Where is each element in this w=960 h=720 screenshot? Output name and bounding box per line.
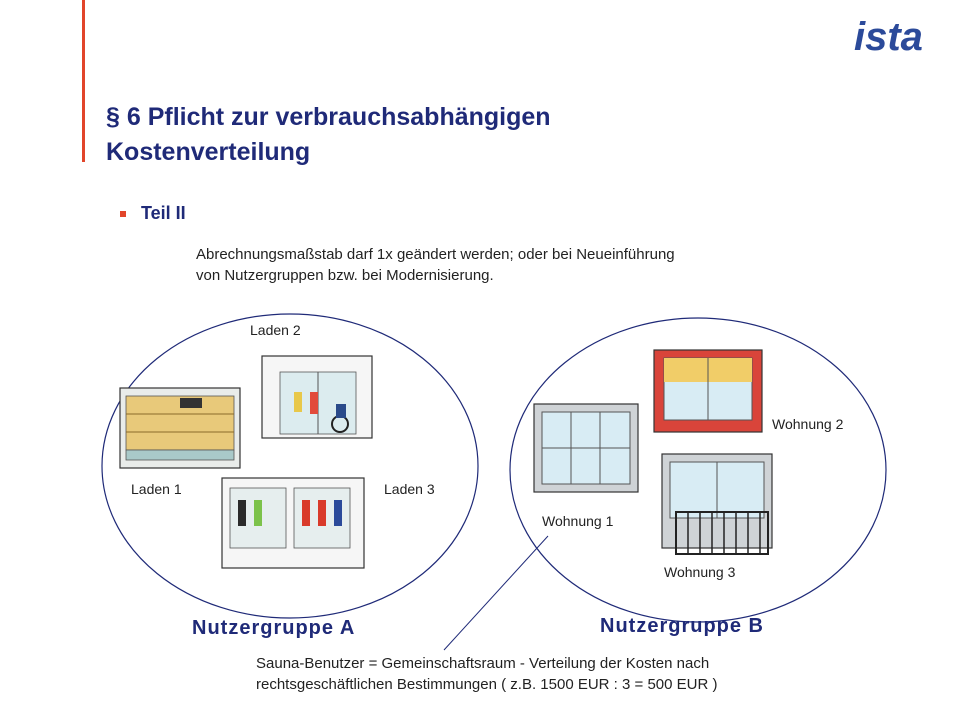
label-laden-2: Laden 2 [250,322,301,338]
section-description: Abrechnungsmaßstab darf 1x geändert werden; oder bei Neueinführung von Nutzergruppen bzw. bei Modernisierung. [196,246,675,284]
label-wohnung-2: Wohnung 2 [772,416,844,432]
group-a-title: Nutzergruppe A [192,617,356,639]
page-title: § 6 Pflicht zur verbrauchsabhängigen Kostenverteilung [106,103,551,166]
label-wohnung-1: Wohnung 1 [542,513,614,529]
laden-3-illustration [222,478,364,568]
section-heading: Teil II [141,203,186,223]
svg-text:ista: ista [854,15,923,58]
laden-1-illustration [120,388,240,468]
wohnung-3-illustration [662,454,772,554]
label-laden-3: Laden 3 [384,481,435,497]
laden-2-illustration [262,356,372,438]
wohnung-2-illustration [654,350,762,432]
label-laden-1: Laden 1 [131,481,182,497]
connector-line [444,536,548,650]
group-b-title: Nutzergruppe B [600,615,764,637]
sauna-note: Sauna-Benutzer = Gemeinschaftsraum - Verteilung der Kosten nach rechtsgeschäftlichen Bestimmungen ( z.B. 1500 EUR : 3 = 500 EUR ) [256,655,718,693]
label-wohnung-3: Wohnung 3 [664,564,736,580]
wohnung-1-illustration [534,404,638,492]
